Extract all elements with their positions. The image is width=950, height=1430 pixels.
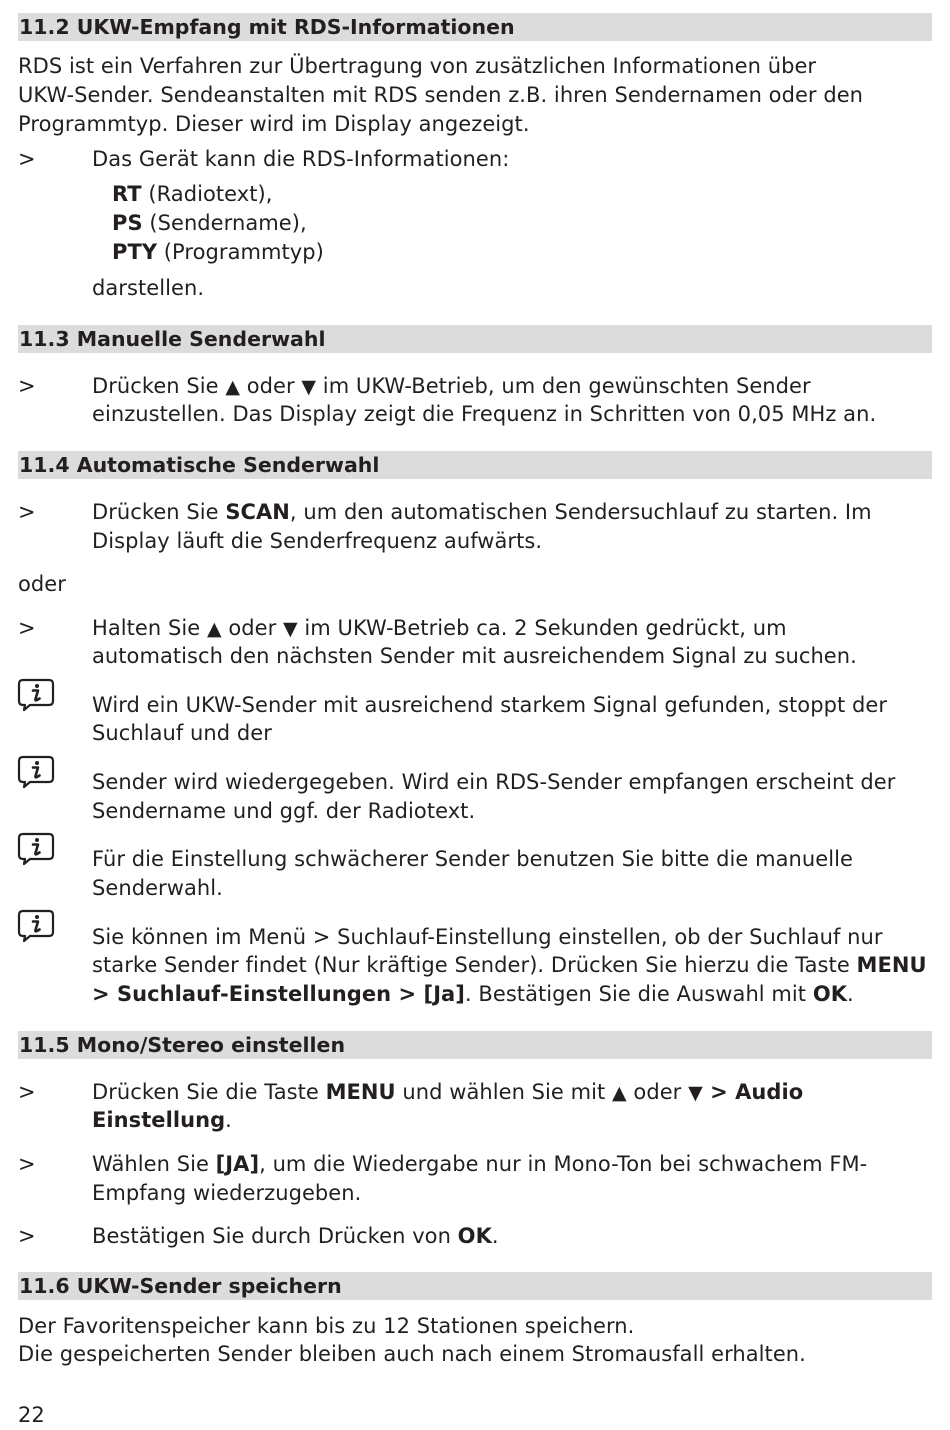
note-text: Senderwahl.	[92, 876, 223, 900]
info-icon	[17, 755, 55, 789]
bullet-text: Drücken Sie ▲ oder ▼ im UKW-Betrieb, um den gewünschten Sender	[92, 374, 811, 398]
bullet-text: Drücken Sie die Taste MENU und wählen Sie mit ▲ oder ▼ > Audio	[92, 1080, 804, 1104]
paragraph-line: Der Favoritenspeicher kann bis zu 12 Stationen speichern.	[18, 1314, 635, 1338]
page-number: 22	[18, 1403, 45, 1427]
rds-item-ps: PS (Sendername),	[112, 211, 307, 235]
note-text: Sender wird wiedergegeben. Wird ein RDS-Sender empfangen erscheint der	[92, 770, 896, 794]
paragraph-line: Programmtyp. Dieser wird im Display angezeigt.	[18, 112, 530, 136]
up-arrow-icon: ▲	[206, 618, 222, 640]
info-icon	[17, 832, 55, 866]
section-heading-11-3: 11.3 Manuelle Senderwahl	[19, 327, 326, 351]
paragraph-line: UKW-Sender. Sendeanstalten mit RDS senden z.B. ihren Sendernamen oder den	[18, 83, 864, 107]
bullet-text: Einstellung.	[92, 1108, 232, 1132]
bullet-text: Display läuft die Senderfrequenz aufwärts.	[92, 529, 543, 553]
bullet-text: Empfang wiederzugeben.	[92, 1181, 362, 1205]
bullet-marker: >	[18, 147, 36, 171]
section-heading-11-6: 11.6 UKW-Sender speichern	[19, 1274, 342, 1298]
note-text: > Suchlauf-Einstellungen > [Ja]. Bestätigen Sie die Auswahl mit OK.	[92, 982, 854, 1006]
up-arrow-icon: ▲	[612, 1082, 627, 1104]
paragraph-line: oder	[18, 572, 66, 596]
section-heading-11-2: 11.2 UKW-Empfang mit RDS-Informationen	[19, 15, 515, 39]
info-icon	[17, 909, 55, 943]
rds-item-rt: RT (Radiotext),	[112, 182, 273, 206]
info-icon	[17, 678, 55, 712]
down-arrow-icon: ▼	[301, 376, 317, 398]
bullet-text: Bestätigen Sie durch Drücken von OK.	[92, 1224, 499, 1248]
down-arrow-icon: ▼	[688, 1082, 703, 1104]
note-text: Für die Einstellung schwächerer Sender benutzen Sie bitte die manuelle	[92, 847, 853, 871]
note-text: Wird ein UKW-Sender mit ausreichend starkem Signal gefunden, stoppt der	[92, 693, 888, 717]
note-text: Sendername und ggf. der Radiotext.	[92, 799, 476, 823]
bullet-marker: >	[18, 500, 36, 524]
paragraph-line: darstellen.	[92, 276, 205, 300]
paragraph-line: RDS ist ein Verfahren zur Übertragung von zusätzlichen Informationen über	[18, 54, 817, 78]
bullet-marker: >	[18, 1080, 36, 1104]
note-text: starke Sender findet (Nur kräftige Sender). Drücken Sie hierzu die Taste MENU	[92, 953, 927, 977]
bullet-marker: >	[18, 616, 36, 640]
rds-item-pty: PTY (Programmtyp)	[112, 240, 324, 264]
section-heading-11-5: 11.5 Mono/Stereo einstellen	[19, 1033, 346, 1057]
note-text: Sie können im Menü > Suchlauf-Einstellung einstellen, ob der Suchlauf nur	[92, 925, 883, 949]
up-arrow-icon: ▲	[225, 376, 241, 398]
bullet-text: Das Gerät kann die RDS-Informationen:	[92, 147, 510, 171]
bullet-text: automatisch den nächsten Sender mit ausreichendem Signal zu suchen.	[92, 644, 857, 668]
bullet-marker: >	[18, 1152, 36, 1176]
section-heading-11-4: 11.4 Automatische Senderwahl	[19, 453, 380, 477]
bullet-text: Halten Sie ▲ oder ▼ im UKW-Betrieb ca. 2 Sekunden gedrückt, um	[92, 616, 787, 640]
bullet-text: Wählen Sie [JA], um die Wiedergabe nur in Mono-Ton bei schwachem FM-	[92, 1152, 868, 1176]
note-text: Suchlauf und der	[92, 721, 272, 745]
paragraph-line: Die gespeicherten Sender bleiben auch nach einem Stromausfall erhalten.	[18, 1342, 806, 1366]
down-arrow-icon: ▼	[283, 618, 298, 640]
bullet-text: einzustellen. Das Display zeigt die Frequenz in Schritten von 0,05 MHz an.	[92, 402, 877, 426]
bullet-text: Drücken Sie SCAN, um den automatischen Sendersuchlauf zu starten. Im	[92, 500, 872, 524]
bullet-marker: >	[18, 374, 36, 398]
bullet-marker: >	[18, 1224, 36, 1248]
